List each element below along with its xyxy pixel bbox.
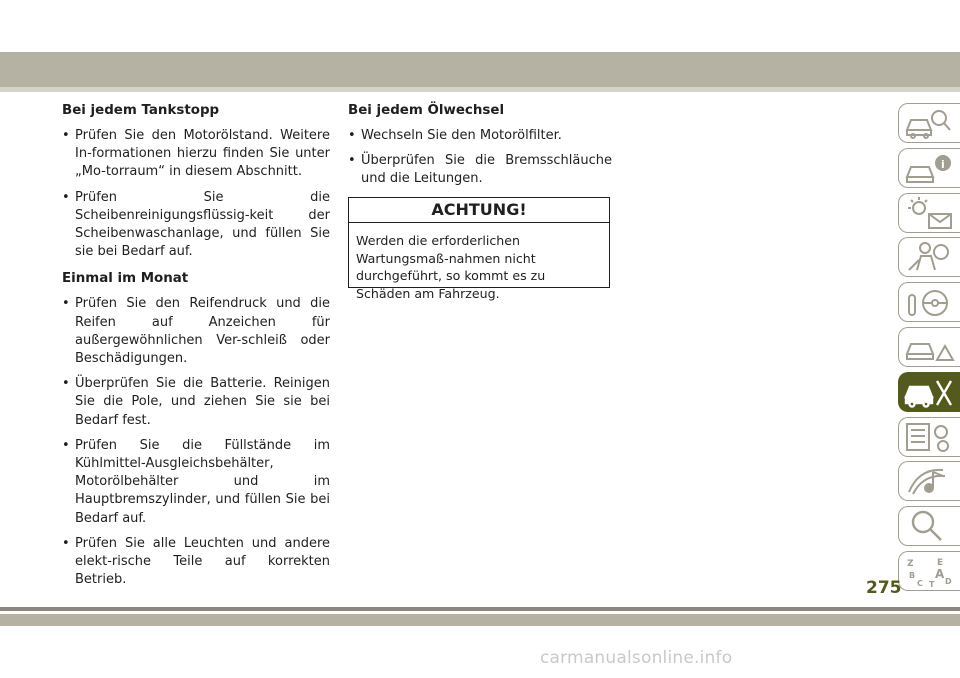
- search-icon: [903, 509, 955, 543]
- index-letter: A: [935, 566, 945, 581]
- list-item: • Überprüfen Sie die Batterie. Reinigen Sie die Pole, und ziehen Sie sie bei Bedarf fest.: [62, 375, 330, 430]
- index-letter: E: [937, 557, 944, 568]
- list-item: • Überprüfen Sie die Bremsschläuche und die Leitungen.: [348, 152, 612, 188]
- tab-emergency[interactable]: [898, 327, 960, 367]
- tab-safety[interactable]: [898, 237, 960, 277]
- music-note-icon: [903, 464, 955, 498]
- list-gears-icon: [903, 420, 955, 454]
- list-item: • Prüfen Sie die Füllstände im Kühlmittel-Ausgleichsbehälter, Motorölbehälter und im Hauptbremszylinder, und füllen Sie bei Bedarf auf.: [62, 437, 330, 528]
- warning-title: ACHTUNG!: [349, 198, 609, 223]
- section-heading-monat: Einmal im Monat: [62, 271, 189, 287]
- index-letter: D: [945, 576, 952, 586]
- tab-car-info[interactable]: [898, 148, 960, 188]
- tab-search[interactable]: [898, 506, 960, 546]
- page-number: 275: [866, 578, 902, 598]
- index-letter: C: [917, 578, 923, 588]
- car-wrench-icon: [903, 375, 955, 409]
- tab-technical-data[interactable]: [898, 417, 960, 457]
- footer-line: [0, 607, 960, 611]
- tab-maintenance[interactable]: [898, 372, 960, 412]
- steering-wheel-icon: [903, 285, 955, 319]
- warning-box: [348, 197, 610, 301]
- airbag-person-icon: [903, 240, 955, 274]
- list-item: • Prüfen Sie alle Leuchten und andere elekt-rische Teile auf korrekten Betrieb.: [62, 535, 330, 590]
- list-item: • Wechseln Sie den Motorölfilter.: [348, 127, 612, 145]
- car-warning-icon: [903, 330, 955, 364]
- car-magnifier-icon: [903, 106, 955, 140]
- index-letter: Z: [907, 558, 914, 569]
- section-heading-oelwechsel: Bei jedem Ölwechsel: [348, 103, 505, 118]
- warning-text: Werden die erforderlichen Wartungsmaß-nahmen nicht durchgeführt, so kommt es zu Schäden am Fahrzeug.: [356, 233, 546, 301]
- header-band: [0, 52, 960, 87]
- tab-starting-driving[interactable]: [898, 282, 960, 322]
- watermark: carmanualsonline.info: [540, 648, 733, 668]
- tab-multimedia[interactable]: [898, 461, 960, 501]
- list-item: • Prüfen Sie den Reifendruck und die Reifen auf Anzeichen für außergewöhnlichen Ver-schleiß oder Beschädigungen.: [62, 295, 330, 368]
- index-letters-icon: [903, 554, 955, 588]
- left-column: [62, 102, 330, 598]
- header-band-shadow: [0, 87, 960, 92]
- section-heading-tankstopp: Bei jedem Tankstopp: [62, 103, 220, 118]
- tab-index[interactable]: [898, 551, 960, 591]
- monat-list: [62, 295, 330, 589]
- footer-band: [0, 614, 960, 626]
- tab-lights-messages[interactable]: [898, 193, 960, 233]
- list-item: • Prüfen Sie die Scheibenreinigungsflüssig-keit der Scheibenwaschanlage, und füllen Sie sie bei Bedarf auf.: [62, 189, 330, 262]
- right-column: [348, 102, 612, 198]
- light-envelope-icon: [903, 196, 955, 230]
- car-info-icon: [903, 151, 955, 185]
- list-item: • Prüfen Sie den Motorölstand. Weitere In-formationen hierzu finden Sie unter „Mo-torraum“ in diesem Abschnitt.: [62, 127, 330, 182]
- oelwechsel-list: [348, 127, 612, 189]
- tab-instruments[interactable]: [898, 103, 960, 143]
- index-letter: B: [909, 570, 916, 580]
- tankstopp-list: [62, 127, 330, 261]
- chapter-tabs: [898, 103, 960, 596]
- index-letter: T: [929, 579, 935, 588]
- svg-text:i: i: [941, 157, 945, 171]
